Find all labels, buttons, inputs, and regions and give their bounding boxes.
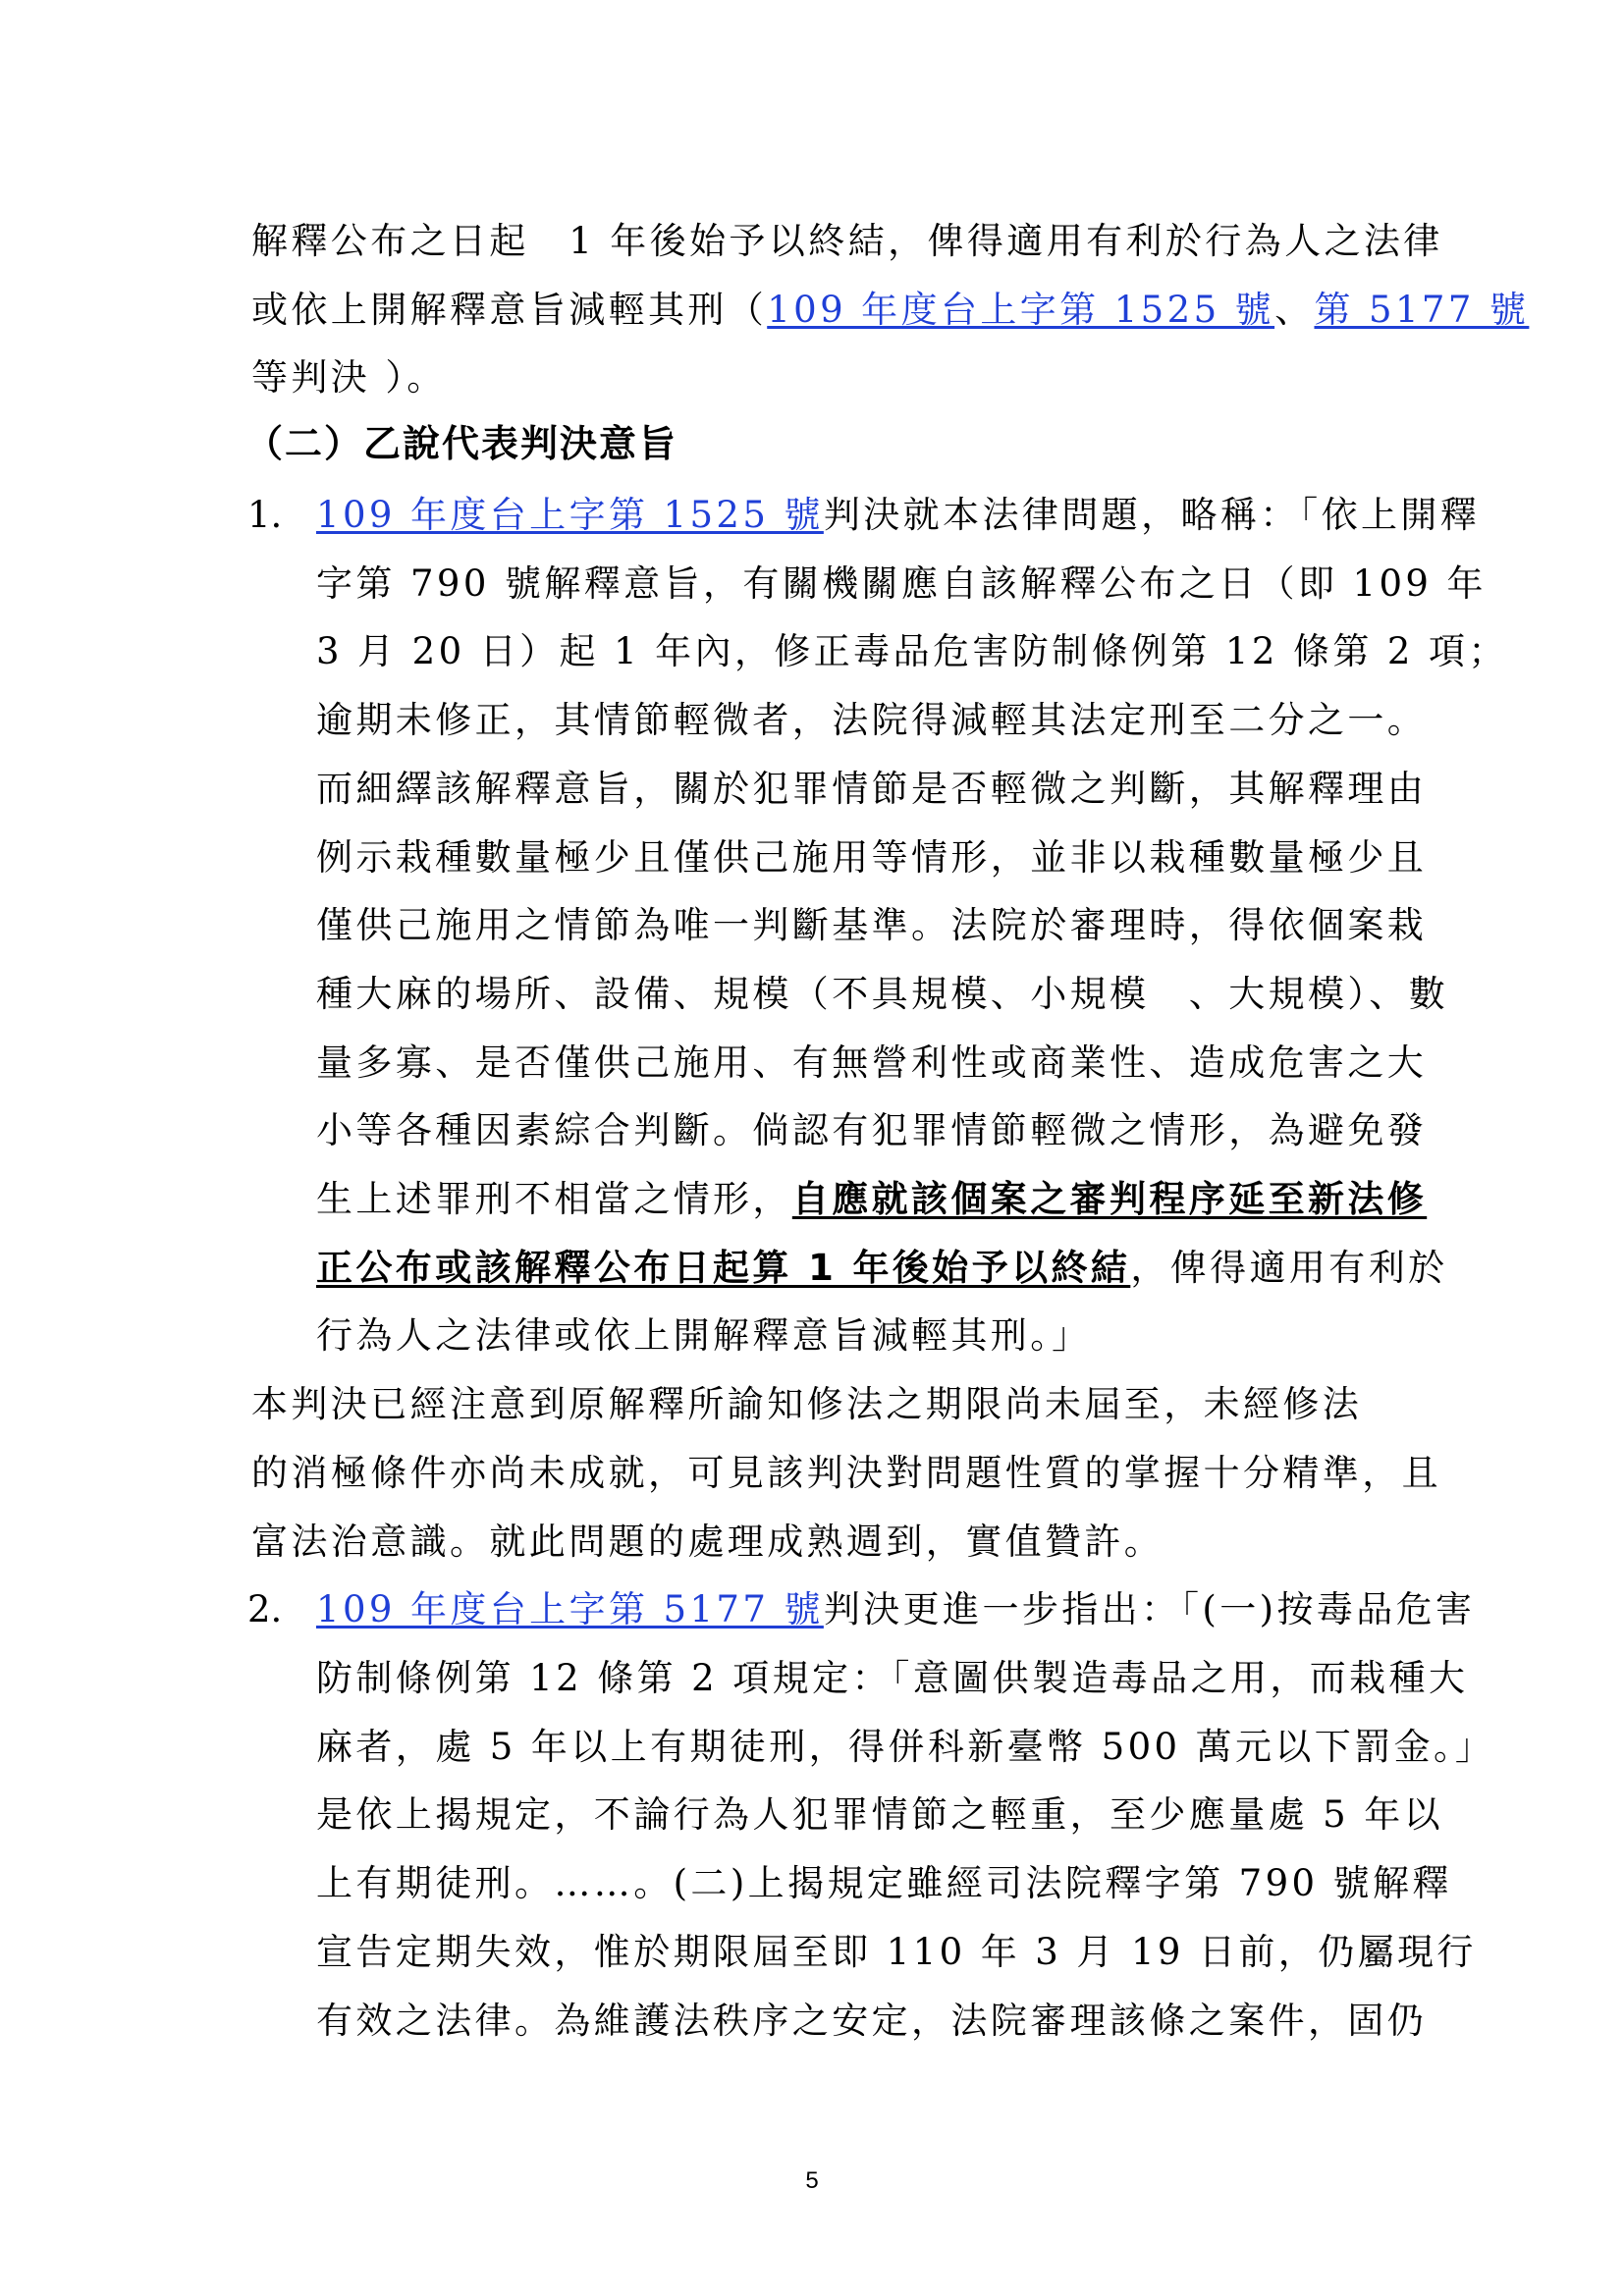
intro-line-2: [251, 286, 1529, 335]
comment-line-1: 本判決已經注意到原解釋所諭知修法之期限尚未屆至，未經修法: [251, 1383, 1363, 1425]
item-1-line-3: 3 月 20 日）起 1 年內，修正毒品危害防制條例第 12 條第 2 項；: [316, 630, 1508, 672]
item-2-line-5: 上有期徒刑。……。(二)上揭規定雖經司法院釋字第 790 號解釋: [316, 1862, 1452, 1904]
item-2-number: 2.: [247, 1588, 283, 1630]
item-1-line-5: 而細繹該解釋意旨，關於犯罪情節是否輕微之判斷，其解釋理由: [316, 768, 1428, 810]
item-1-line-11: [316, 1175, 1427, 1224]
emphasized-holding-part-1: 自應就該個案之審判程序延至新法修: [791, 1178, 1428, 1220]
page-number: 5: [805, 2167, 819, 2194]
item-1-line-1: [316, 491, 1480, 540]
item-1-line-2: 字第 790 號解釋意旨，有關機關應自該解釋公布之日（即 109 年: [316, 562, 1487, 605]
case-link-5177[interactable]: 第 5177 號: [1314, 289, 1530, 331]
item-1-line-9: 量多寡、是否僅供己施用、有無營利性或商業性、造成危害之大: [316, 1041, 1428, 1084]
item-2-case-link[interactable]: 109 年度台上字第 5177 號: [316, 1588, 824, 1630]
item-1-line-10: 小等各種因素綜合判斷。倘認有犯罪情節輕微之情形，為避免發: [316, 1109, 1428, 1151]
item-2-line-7: 有效之法律。為維護法秩序之安定，法院審理該條之案件，固仍: [316, 2000, 1428, 2042]
item-1-line-12: [316, 1244, 1448, 1293]
item-1-line-8: 種大麻的場所、設備、規模（不具規模、小規模 、大規模）、數: [316, 973, 1449, 1015]
item-1-number: 1.: [247, 494, 283, 536]
item-1-line-11-text: 生上述罪刑不相當之情形，: [316, 1178, 792, 1220]
item-1-line-7: 僅供己施用之情節為唯一判斷基準。法院於審理時，得依個案栽: [316, 904, 1428, 946]
intro-separator: 、: [1274, 289, 1315, 331]
item-1-line-4: 逾期未修正，其情節輕微者，法院得減輕其法定刑至二分之一。: [316, 699, 1428, 741]
comment-line-2: 的消極條件亦尚未成就，可見該判決對問題性質的掌握十分精準，且: [251, 1452, 1441, 1494]
item-2-line-3: 麻者，處 5 年以上有期徒刑，得併科新臺幣 500 萬元以下罰金。」: [316, 1726, 1495, 1768]
intro-line-1: 解釋公布之日起 1 年後始予以終結，俾得適用有利於行為人之法律: [251, 220, 1443, 262]
item-1-line-6: 例示栽種數量極少且僅供己施用等情形，並非以栽種數量極少且: [316, 836, 1428, 879]
item-1-line-13: 行為人之法律或依上開解釋意旨減輕其刑。」: [316, 1314, 1092, 1357]
item-2-line-2: 防制條例第 12 條第 2 項規定：「意圖供製造毒品之用，而栽種大: [316, 1657, 1469, 1699]
intro-line-2-text: 或依上開解釋意旨減輕其刑（: [251, 289, 768, 331]
section-heading: （二）乙說代表判決意旨: [245, 422, 678, 465]
emphasized-holding-part-2: 正公布或該解釋公布日起算 1 年後始予以終結: [316, 1247, 1131, 1289]
item-1-case-link[interactable]: 109 年度台上字第 1525 號: [316, 494, 824, 536]
item-2-line-4: 是依上揭規定，不論行為人犯罪情節之輕重，至少應量處 5 年以: [316, 1793, 1444, 1836]
intro-line-3: 等判決 ）。: [251, 356, 447, 399]
item-2-line-1-text: 判決更進一步指出：「(一)按毒品危害: [823, 1588, 1476, 1630]
item-1-line-12-text: ，俾得適用有利於: [1130, 1247, 1448, 1289]
item-1-line-1-text: 判決就本法律問題，略稱：「依上開釋: [823, 494, 1481, 536]
item-2-line-1: [316, 1585, 1475, 1634]
item-2-line-6: 宣告定期失效，惟於期限屆至即 110 年 3 月 19 日前，仍屬現行: [316, 1931, 1477, 1973]
comment-line-3: 富法治意識。就此問題的處理成熟週到，實值贊許。: [251, 1521, 1164, 1563]
case-link-1525[interactable]: 109 年度台上字第 1525 號: [767, 289, 1275, 331]
